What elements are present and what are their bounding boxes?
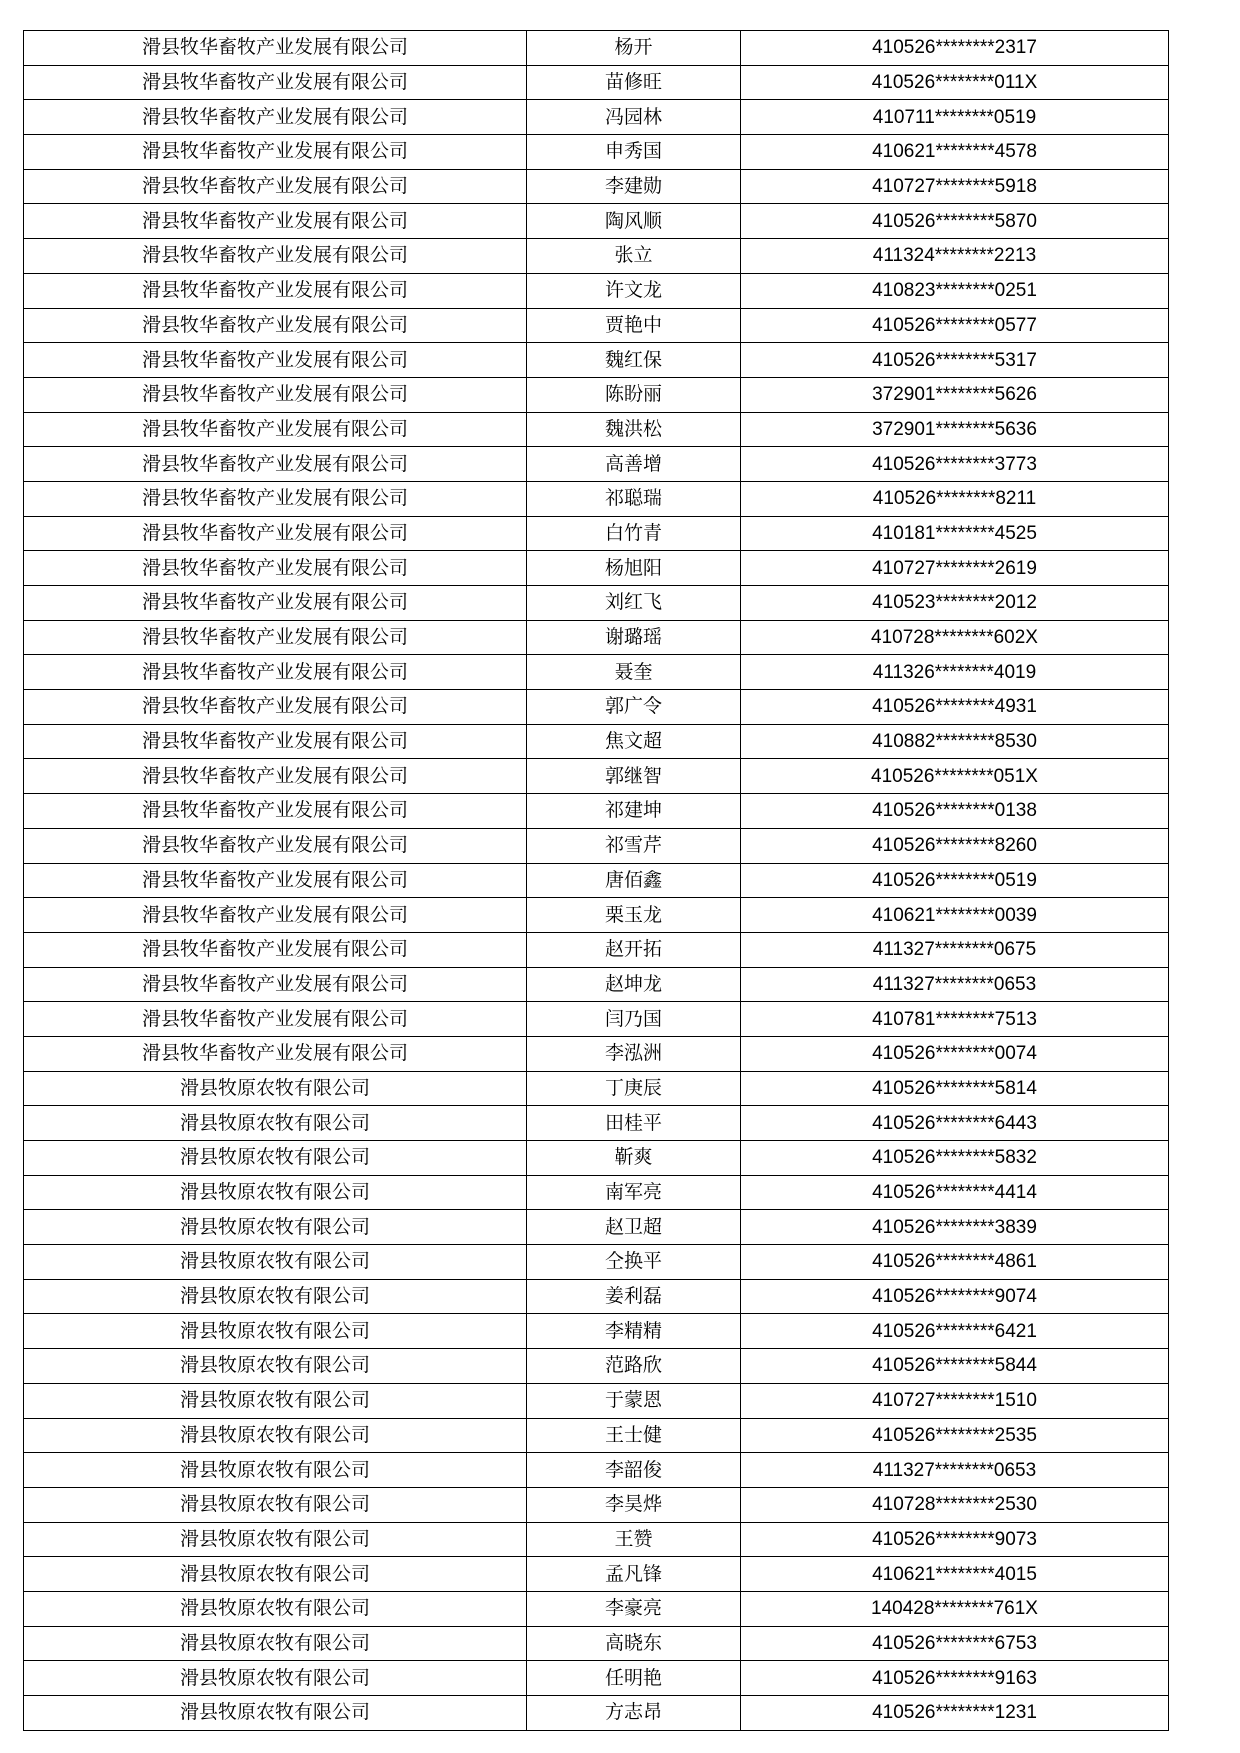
table-row: [24, 898, 1169, 933]
name-cell: 郭广令: [527, 690, 741, 725]
company-cell: 滑县牧原农牧有限公司: [24, 1106, 527, 1141]
table-row: [24, 1175, 1169, 1210]
name-cell: 杨旭阳: [527, 551, 741, 586]
id-number-cell: 410526********6421: [741, 1314, 1169, 1349]
company-cell: 滑县牧华畜牧产业发展有限公司: [24, 31, 527, 66]
id-number-cell: 410621********0039: [741, 898, 1169, 933]
name-cell: 赵开拓: [527, 932, 741, 967]
company-cell: 滑县牧原农牧有限公司: [24, 1141, 527, 1176]
company-cell: 滑县牧华畜牧产业发展有限公司: [24, 65, 527, 100]
name-cell: 冯园林: [527, 100, 741, 135]
table-row: [24, 1383, 1169, 1418]
table-row: [24, 932, 1169, 967]
table-row: [24, 447, 1169, 482]
id-number-cell: 410727********2619: [741, 551, 1169, 586]
id-number-cell: 372901********5636: [741, 412, 1169, 447]
table-row: [24, 343, 1169, 378]
name-cell: 闫乃国: [527, 1002, 741, 1037]
company-cell: 滑县牧原农牧有限公司: [24, 1314, 527, 1349]
id-number-cell: 411327********0653: [741, 1453, 1169, 1488]
company-cell: 滑县牧华畜牧产业发展有限公司: [24, 759, 527, 794]
id-number-cell: 410526********2317: [741, 31, 1169, 66]
company-cell: 滑县牧原农牧有限公司: [24, 1453, 527, 1488]
id-number-cell: 410526********5832: [741, 1141, 1169, 1176]
id-number-cell: 410526********2535: [741, 1418, 1169, 1453]
name-cell: 范路欣: [527, 1349, 741, 1384]
company-cell: 滑县牧原农牧有限公司: [24, 1210, 527, 1245]
id-number-cell: 410526********5317: [741, 343, 1169, 378]
company-cell: 滑县牧华畜牧产业发展有限公司: [24, 343, 527, 378]
table-row: [24, 1210, 1169, 1245]
table-row: [24, 828, 1169, 863]
table-row: [24, 1557, 1169, 1592]
table-row: [24, 65, 1169, 100]
name-cell: 姜利磊: [527, 1279, 741, 1314]
name-cell: 李豪亮: [527, 1591, 741, 1626]
table-row: [24, 1453, 1169, 1488]
table-row: [24, 1349, 1169, 1384]
table-row: [24, 1591, 1169, 1626]
company-cell: 滑县牧华畜牧产业发展有限公司: [24, 586, 527, 621]
name-cell: 魏洪松: [527, 412, 741, 447]
company-cell: 滑县牧华畜牧产业发展有限公司: [24, 655, 527, 690]
id-number-cell: 372901********5626: [741, 377, 1169, 412]
table-row: [24, 620, 1169, 655]
id-number-cell: 410526********4931: [741, 690, 1169, 725]
id-number-cell: 410526********011X: [741, 65, 1169, 100]
table-row: [24, 239, 1169, 274]
name-cell: 赵坤龙: [527, 967, 741, 1002]
name-cell: 祁雪芹: [527, 828, 741, 863]
roster-table-body: [24, 31, 1169, 1731]
company-cell: 滑县牧原农牧有限公司: [24, 1383, 527, 1418]
id-number-cell: 411327********0653: [741, 967, 1169, 1002]
company-cell: 滑县牧华畜牧产业发展有限公司: [24, 932, 527, 967]
name-cell: 焦文超: [527, 724, 741, 759]
table-row: [24, 1036, 1169, 1071]
id-number-cell: 410526********0519: [741, 863, 1169, 898]
name-cell: 魏红保: [527, 343, 741, 378]
name-cell: 刘红飞: [527, 586, 741, 621]
name-cell: 李泓洲: [527, 1036, 741, 1071]
company-cell: 滑县牧华畜牧产业发展有限公司: [24, 412, 527, 447]
name-cell: 贾艳中: [527, 308, 741, 343]
id-number-cell: 410711********0519: [741, 100, 1169, 135]
table-row: [24, 1696, 1169, 1731]
table-row: [24, 586, 1169, 621]
table-row: [24, 412, 1169, 447]
table-row: [24, 794, 1169, 829]
id-number-cell: 410728********2530: [741, 1487, 1169, 1522]
id-number-cell: 410621********4015: [741, 1557, 1169, 1592]
table-row: [24, 377, 1169, 412]
table-row: [24, 690, 1169, 725]
company-cell: 滑县牧华畜牧产业发展有限公司: [24, 828, 527, 863]
company-cell: 滑县牧华畜牧产业发展有限公司: [24, 377, 527, 412]
table-row: [24, 1418, 1169, 1453]
id-number-cell: 410621********4578: [741, 135, 1169, 170]
table-row: [24, 1106, 1169, 1141]
id-number-cell: 410526********8260: [741, 828, 1169, 863]
id-number-cell: 410526********051X: [741, 759, 1169, 794]
company-cell: 滑县牧原农牧有限公司: [24, 1071, 527, 1106]
name-cell: 李昊烨: [527, 1487, 741, 1522]
table-row: [24, 1522, 1169, 1557]
company-cell: 滑县牧华畜牧产业发展有限公司: [24, 863, 527, 898]
company-cell: 滑县牧原农牧有限公司: [24, 1696, 527, 1731]
company-cell: 滑县牧原农牧有限公司: [24, 1487, 527, 1522]
table-row: [24, 1487, 1169, 1522]
company-cell: 滑县牧华畜牧产业发展有限公司: [24, 690, 527, 725]
table-row: [24, 1661, 1169, 1696]
name-cell: 田桂平: [527, 1106, 741, 1141]
table-row: [24, 724, 1169, 759]
company-cell: 滑县牧华畜牧产业发展有限公司: [24, 447, 527, 482]
id-number-cell: 410823********0251: [741, 273, 1169, 308]
table-row: [24, 204, 1169, 239]
id-number-cell: 410526********3839: [741, 1210, 1169, 1245]
company-cell: 滑县牧华畜牧产业发展有限公司: [24, 1036, 527, 1071]
company-cell: 滑县牧华畜牧产业发展有限公司: [24, 1002, 527, 1037]
table-row: [24, 1071, 1169, 1106]
id-number-cell: 410526********0138: [741, 794, 1169, 829]
table-row: [24, 967, 1169, 1002]
name-cell: 李精精: [527, 1314, 741, 1349]
company-cell: 滑县牧华畜牧产业发展有限公司: [24, 724, 527, 759]
table-row: [24, 759, 1169, 794]
id-number-cell: 410882********8530: [741, 724, 1169, 759]
name-cell: 郭继智: [527, 759, 741, 794]
name-cell: 张立: [527, 239, 741, 274]
table-row: [24, 1245, 1169, 1280]
name-cell: 高晓东: [527, 1626, 741, 1661]
table-row: [24, 1279, 1169, 1314]
company-cell: 滑县牧华畜牧产业发展有限公司: [24, 204, 527, 239]
table-row: [24, 551, 1169, 586]
company-cell: 滑县牧华畜牧产业发展有限公司: [24, 100, 527, 135]
table-row: [24, 1314, 1169, 1349]
name-cell: 南军亮: [527, 1175, 741, 1210]
name-cell: 陶风顺: [527, 204, 741, 239]
name-cell: 任明艳: [527, 1661, 741, 1696]
id-number-cell: 410727********5918: [741, 169, 1169, 204]
company-cell: 滑县牧原农牧有限公司: [24, 1557, 527, 1592]
table-row: [24, 1002, 1169, 1037]
company-cell: 滑县牧华畜牧产业发展有限公司: [24, 620, 527, 655]
name-cell: 许文龙: [527, 273, 741, 308]
company-cell: 滑县牧原农牧有限公司: [24, 1279, 527, 1314]
name-cell: 丁庚辰: [527, 1071, 741, 1106]
id-number-cell: 410526********5870: [741, 204, 1169, 239]
id-number-cell: 410526********6753: [741, 1626, 1169, 1661]
company-cell: 滑县牧原农牧有限公司: [24, 1245, 527, 1280]
name-cell: 王赞: [527, 1522, 741, 1557]
company-cell: 滑县牧华畜牧产业发展有限公司: [24, 516, 527, 551]
table-row: [24, 135, 1169, 170]
id-number-cell: 410526********6443: [741, 1106, 1169, 1141]
name-cell: 杨开: [527, 31, 741, 66]
company-cell: 滑县牧华畜牧产业发展有限公司: [24, 135, 527, 170]
name-cell: 栗玉龙: [527, 898, 741, 933]
name-cell: 李建勋: [527, 169, 741, 204]
company-cell: 滑县牧原农牧有限公司: [24, 1591, 527, 1626]
name-cell: 方志昂: [527, 1696, 741, 1731]
id-number-cell: 410727********1510: [741, 1383, 1169, 1418]
id-number-cell: 410526********4414: [741, 1175, 1169, 1210]
id-number-cell: 411326********4019: [741, 655, 1169, 690]
id-number-cell: 140428********761X: [741, 1591, 1169, 1626]
id-number-cell: 410523********2012: [741, 586, 1169, 621]
name-cell: 仝换平: [527, 1245, 741, 1280]
company-cell: 滑县牧华畜牧产业发展有限公司: [24, 308, 527, 343]
id-number-cell: 410526********9163: [741, 1661, 1169, 1696]
company-cell: 滑县牧原农牧有限公司: [24, 1661, 527, 1696]
name-cell: 王士健: [527, 1418, 741, 1453]
table-row: [24, 516, 1169, 551]
name-cell: 李韶俊: [527, 1453, 741, 1488]
id-number-cell: 411324********2213: [741, 239, 1169, 274]
table-row: [24, 1626, 1169, 1661]
company-cell: 滑县牧华畜牧产业发展有限公司: [24, 239, 527, 274]
name-cell: 孟凡锋: [527, 1557, 741, 1592]
table-row: [24, 655, 1169, 690]
company-cell: 滑县牧原农牧有限公司: [24, 1522, 527, 1557]
table-row: [24, 1141, 1169, 1176]
id-number-cell: 410526********4861: [741, 1245, 1169, 1280]
id-number-cell: 410781********7513: [741, 1002, 1169, 1037]
id-number-cell: 410526********0577: [741, 308, 1169, 343]
name-cell: 祁聪瑞: [527, 481, 741, 516]
company-cell: 滑县牧华畜牧产业发展有限公司: [24, 481, 527, 516]
name-cell: 祁建坤: [527, 794, 741, 829]
name-cell: 陈盼丽: [527, 377, 741, 412]
id-number-cell: 410526********9074: [741, 1279, 1169, 1314]
id-number-cell: 410526********5844: [741, 1349, 1169, 1384]
name-cell: 赵卫超: [527, 1210, 741, 1245]
company-cell: 滑县牧华畜牧产业发展有限公司: [24, 967, 527, 1002]
table-row: [24, 863, 1169, 898]
company-cell: 滑县牧华畜牧产业发展有限公司: [24, 551, 527, 586]
company-cell: 滑县牧原农牧有限公司: [24, 1626, 527, 1661]
id-number-cell: 410526********3773: [741, 447, 1169, 482]
name-cell: 白竹青: [527, 516, 741, 551]
id-number-cell: 411327********0675: [741, 932, 1169, 967]
id-number-cell: 410526********5814: [741, 1071, 1169, 1106]
company-cell: 滑县牧原农牧有限公司: [24, 1349, 527, 1384]
table-row: [24, 273, 1169, 308]
company-cell: 滑县牧华畜牧产业发展有限公司: [24, 794, 527, 829]
id-number-cell: 410526********9073: [741, 1522, 1169, 1557]
company-cell: 滑县牧华畜牧产业发展有限公司: [24, 898, 527, 933]
name-cell: 靳爽: [527, 1141, 741, 1176]
table-row: [24, 169, 1169, 204]
id-number-cell: 410526********0074: [741, 1036, 1169, 1071]
table-row: [24, 31, 1169, 66]
company-cell: 滑县牧华畜牧产业发展有限公司: [24, 169, 527, 204]
table-row: [24, 481, 1169, 516]
company-cell: 滑县牧原农牧有限公司: [24, 1418, 527, 1453]
company-cell: 滑县牧原农牧有限公司: [24, 1175, 527, 1210]
company-cell: 滑县牧华畜牧产业发展有限公司: [24, 273, 527, 308]
id-number-cell: 410728********602X: [741, 620, 1169, 655]
table-row: [24, 100, 1169, 135]
table-row: [24, 308, 1169, 343]
roster-table: [23, 30, 1169, 1731]
name-cell: 唐佰鑫: [527, 863, 741, 898]
name-cell: 苗修旺: [527, 65, 741, 100]
name-cell: 高善增: [527, 447, 741, 482]
name-cell: 申秀国: [527, 135, 741, 170]
id-number-cell: 410181********4525: [741, 516, 1169, 551]
id-number-cell: 410526********8211: [741, 481, 1169, 516]
name-cell: 于蒙恩: [527, 1383, 741, 1418]
id-number-cell: 410526********1231: [741, 1696, 1169, 1731]
name-cell: 聂奎: [527, 655, 741, 690]
name-cell: 谢璐瑶: [527, 620, 741, 655]
